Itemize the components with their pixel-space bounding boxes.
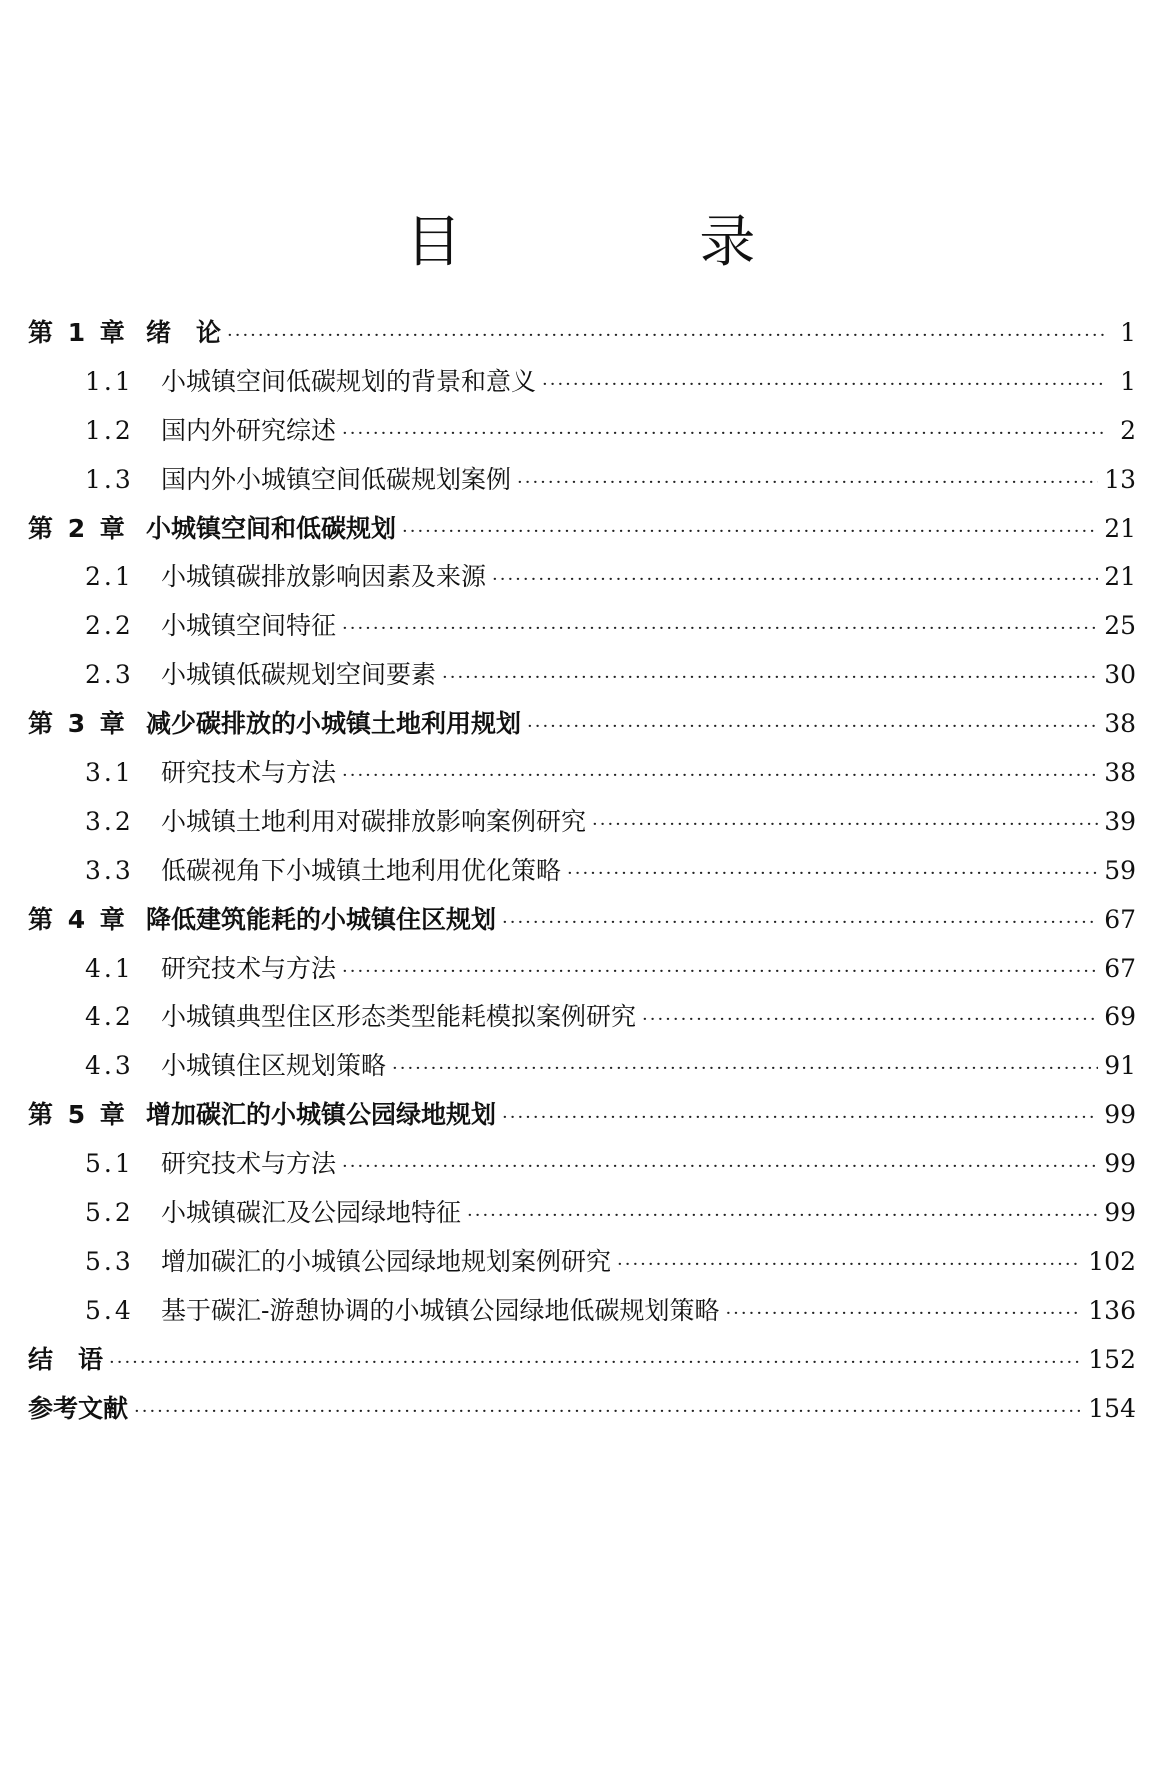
toc-entry-title: 小城镇空间低碳规划的背景和意义 [161, 366, 537, 396]
toc-entry-number: 1.2 [85, 415, 134, 445]
toc-entry-number: 第 4 章 [28, 904, 128, 934]
toc-section-row[interactable] [28, 997, 1136, 1046]
toc-page-number: 99 [1104, 1149, 1136, 1179]
toc-entry-number: 1.3 [85, 464, 134, 494]
toc-entry-title: 小城镇空间和低碳规划 [146, 513, 397, 543]
toc-chapter-row[interactable] [28, 509, 1136, 558]
page-title: 目 录 [405, 210, 866, 275]
dot-leader [342, 423, 1106, 444]
toc-section-row[interactable] [28, 557, 1136, 606]
toc-page-number: 102 [1088, 1246, 1136, 1276]
toc-entry-number: 第 3 章 [28, 709, 128, 739]
dot-leader [725, 1303, 1082, 1324]
toc-entry-number: 4.2 [85, 1002, 134, 1032]
toc-entry-number: 4.1 [85, 953, 134, 983]
toc-entry-number: 5.3 [85, 1246, 134, 1276]
toc-page-number: 67 [1104, 904, 1136, 934]
toc-page-number: 21 [1104, 562, 1136, 592]
toc-entry-number: 5.1 [85, 1149, 134, 1179]
toc-page-number: 67 [1104, 953, 1136, 983]
toc-page-number: 99 [1104, 1100, 1136, 1130]
toc-page-number: 38 [1104, 758, 1136, 788]
dot-leader [492, 569, 1098, 590]
toc-page-number: 59 [1104, 855, 1136, 885]
toc-entry-title: 小城镇住区规划策略 [161, 1051, 387, 1081]
toc-entry-title: 增加碳汇的小城镇公园绿地规划案例研究 [161, 1246, 612, 1276]
dot-leader [134, 1401, 1082, 1422]
toc-chapter-row[interactable] [28, 1340, 1136, 1389]
dot-leader [502, 912, 1098, 933]
dot-leader [342, 765, 1098, 786]
toc-section-row[interactable] [28, 655, 1136, 704]
dot-leader [592, 814, 1098, 835]
dot-leader [402, 521, 1098, 542]
dot-leader [342, 1156, 1098, 1177]
dot-leader [502, 1107, 1098, 1128]
toc-entry-number: 3.2 [85, 806, 134, 836]
toc-page-number: 1 [1120, 366, 1136, 396]
toc-page-number: 2 [1120, 415, 1136, 445]
toc-entry-title: 降低建筑能耗的小城镇住区规划 [146, 904, 497, 934]
toc-page-number: 39 [1104, 806, 1136, 836]
toc-page-number: 91 [1104, 1051, 1136, 1081]
toc-page-number: 21 [1104, 513, 1136, 543]
toc-entry-title: 小城镇典型住区形态类型能耗模拟案例研究 [161, 1002, 637, 1032]
toc-page-number: 25 [1104, 611, 1136, 641]
toc-entry-number: 第 1 章 [28, 318, 128, 347]
toc-page-number: 30 [1104, 660, 1136, 690]
toc-section-row[interactable] [28, 1291, 1136, 1340]
toc-entry-title: 减少碳排放的小城镇土地利用规划 [146, 709, 522, 739]
toc-entry-title: 增加碳汇的小城镇公园绿地规划 [146, 1100, 497, 1130]
toc-page-number: 13 [1104, 464, 1136, 494]
dot-leader [392, 1058, 1098, 1079]
toc-entry-title: 参考文献 [28, 1393, 129, 1423]
toc-entry-title: 小城镇土地利用对碳排放影响案例研究 [161, 806, 587, 836]
toc-section-row[interactable] [28, 1242, 1136, 1291]
toc-entry-number: 4.3 [85, 1051, 134, 1081]
toc-section-row[interactable] [28, 802, 1136, 851]
toc-entry-title: 小城镇碳汇及公园绿地特征 [161, 1198, 462, 1228]
toc-entry-number: 2.1 [85, 562, 134, 592]
toc-page-number: 154 [1088, 1393, 1136, 1423]
dot-leader [517, 472, 1098, 493]
toc-entry-number: 3.3 [85, 855, 134, 885]
toc-entry-number: 5.4 [85, 1295, 134, 1325]
toc-section-row[interactable] [28, 753, 1136, 802]
toc-page-number: 136 [1088, 1295, 1136, 1325]
toc-chapter-row[interactable] [28, 1389, 1136, 1438]
toc-entry-number: 2.2 [85, 611, 134, 641]
toc-section-row[interactable] [28, 851, 1136, 900]
toc-chapter-row[interactable] [28, 313, 1136, 362]
dot-leader [527, 716, 1098, 737]
dot-leader [109, 1352, 1082, 1373]
toc-entry-title: 研究技术与方法 [161, 758, 337, 788]
toc-section-row[interactable] [28, 1193, 1136, 1242]
toc-entry-title: 国内外研究综述 [161, 415, 337, 445]
toc-chapter-row[interactable] [28, 900, 1136, 949]
dot-leader [542, 374, 1106, 395]
toc-entry-title: 低碳视角下小城镇土地利用优化策略 [161, 855, 562, 885]
toc-section-row[interactable] [28, 460, 1136, 509]
toc-entry-number: 5.2 [85, 1198, 134, 1228]
toc-page-number: 152 [1088, 1344, 1136, 1374]
dot-leader [617, 1254, 1082, 1275]
dot-leader [567, 863, 1098, 884]
dot-leader [642, 1009, 1098, 1030]
toc-entry-number: 第 5 章 [28, 1100, 128, 1130]
toc-entry-title: 研究技术与方法 [161, 1149, 337, 1179]
toc-entry-title: 研究技术与方法 [161, 953, 337, 983]
toc-chapter-row[interactable] [28, 704, 1136, 753]
dot-leader [342, 961, 1098, 982]
toc-section-row[interactable] [28, 362, 1136, 411]
toc-section-row[interactable] [28, 411, 1136, 460]
toc-entry-title: 小城镇碳排放影响因素及来源 [161, 562, 487, 592]
toc-entry-title: 小城镇空间特征 [161, 611, 337, 641]
toc-entry-number: 3.1 [85, 758, 134, 788]
toc-page-number: 99 [1104, 1198, 1136, 1228]
dot-leader [442, 667, 1098, 688]
toc-entry-number: 2.3 [85, 660, 134, 690]
toc-entry-number: 第 2 章 [28, 513, 128, 543]
toc-section-row[interactable] [28, 1144, 1136, 1193]
toc-entry-title: 基于碳汇-游憩协调的小城镇公园绿地低碳规划策略 [161, 1295, 720, 1325]
table-of-contents [28, 313, 1136, 1437]
toc-section-row[interactable] [28, 949, 1136, 998]
toc-page-number: 38 [1104, 709, 1136, 739]
toc-section-row[interactable] [28, 606, 1136, 655]
toc-entry-title: 小城镇低碳规划空间要素 [161, 660, 437, 690]
toc-page-number: 1 [1120, 318, 1136, 347]
toc-section-row[interactable] [28, 1046, 1136, 1095]
dot-leader [227, 325, 1106, 346]
dot-leader [342, 618, 1098, 639]
toc-entry-title: 绪 论 [146, 318, 222, 347]
toc-entry-number: 1.1 [85, 366, 134, 396]
toc-entry-title: 国内外小城镇空间低碳规划案例 [161, 464, 512, 494]
dot-leader [467, 1205, 1098, 1226]
toc-page-number: 69 [1104, 1002, 1136, 1032]
toc-chapter-row[interactable] [28, 1095, 1136, 1144]
toc-entry-title: 结 语 [28, 1344, 104, 1374]
